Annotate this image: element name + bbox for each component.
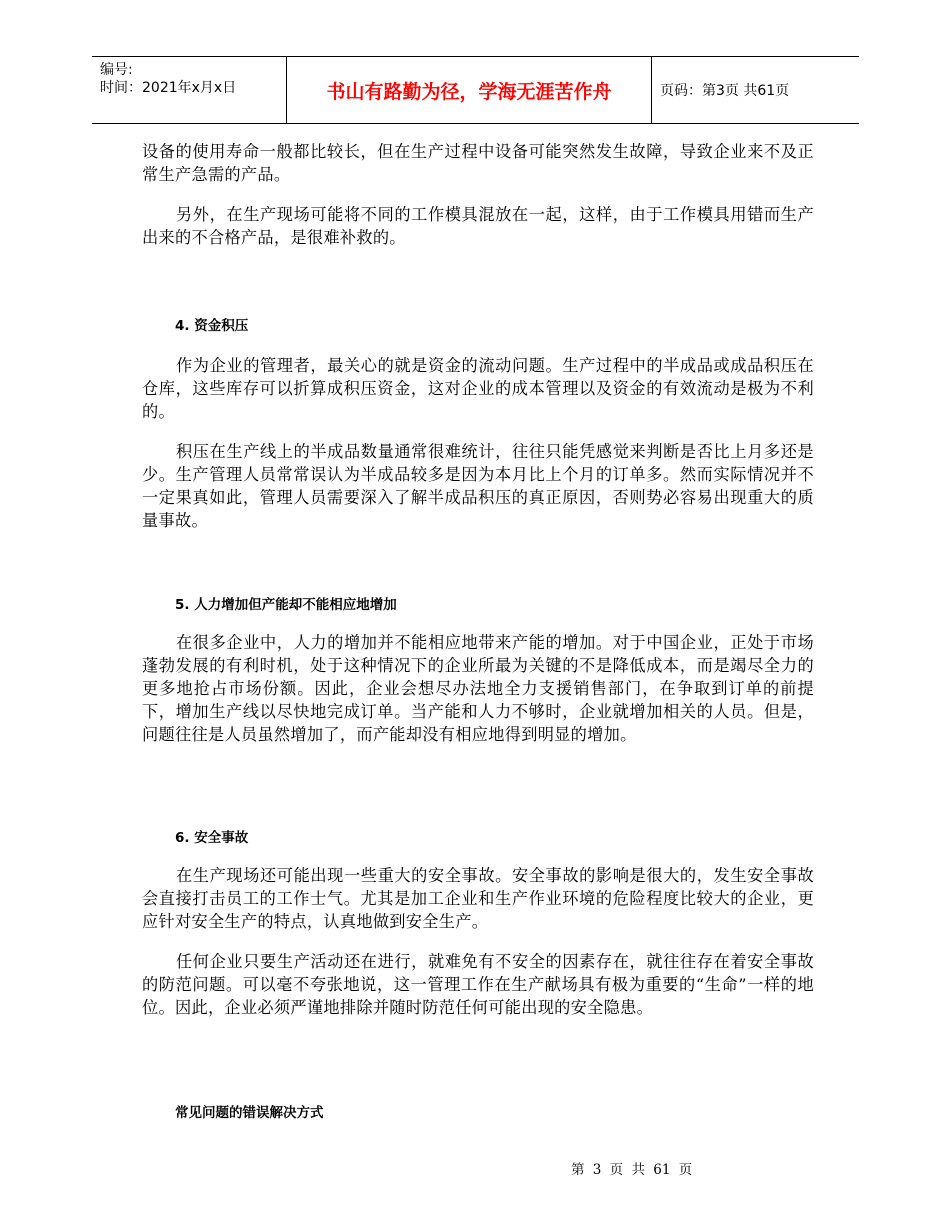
paragraph-4: 积压在生产线上的半成品数量通常很难统计，往往只能凭感觉来判断是否比上月多还是少。生产管理人员常常误认为半成品较多是因为本月比上个月的订单多。然而实际情况并不一定果真如此，管理人员需要深入了解半成品积压的真正原因，否则势必容易出现重大的质量事故。 [142,442,814,530]
section-heading-4: 4. 资金积压 [175,318,249,334]
section-4 [142,314,248,334]
paragraph-7: 任何企业只要生产活动还在进行，就难免有不安全的因素存在，就往往存在着安全事故的防范问题。可以毫不夸张地说，这一管理工作在生产献场具有极为重要的“生命”一样的地位。因此，企业必须严谨地排除并随时防范任何可能出现的安全隐患。 [142,952,814,1017]
body-part-1 [142,140,814,266]
paragraph-3: 作为企业的管理者，最关心的就是资金的流动问题。生产过程中的半成品或成品积压在仓库，这些库存可以折算成积压资金，这对企业的成本管理以及资金的有效流动是极为不利的。 [142,356,814,421]
section-heading-5: 5. 人力增加但产能却不能相应地增加 [175,597,397,613]
page-footer: 第 3 页 共 61 页 [571,1162,693,1178]
paragraph-2: 另外，在生产现场可能将不同的工作模具混放在一起，这样，由于工作模具用错而生产出来的不合格产品，是很难补救的。 [142,205,814,247]
header-page-info: 页码：第3页 共61页 [660,83,790,99]
paragraph-1: 设备的使用寿命一般都比较长，但在生产过程中设备可能突然发生故障，导致企业来不及正常生产急需的产品。 [142,142,814,184]
body-part-3 [142,631,814,763]
number-label: 编号: [100,62,133,78]
section-6 [142,826,248,846]
header-motto: 书山有路勤为径，学海无涯苦作舟 [287,57,652,123]
section-final [142,1101,324,1121]
paragraph-5: 在很多企业中，人力的增加并不能相应地带来产能的增加。对于中国企业，正处于市场蓬勃发展的有利时机，处于这种情况下的企业所最为关键的不是降低成本，而是竭尽全力的更多地抢占市场份额。因此，企业会想尽办法地全力支援销售部门，在争取到订单的前提下，增加生产线以尽快地完成订单。当产能和人力不够时，企业就增加相关的人员。但是，问题往往是人员虽然增加了，而产能却没有相应地得到明显的增加。 [142,633,814,744]
body-part-2 [142,354,814,549]
section-5 [142,593,397,613]
section-heading-6: 6. 安全事故 [175,830,249,846]
page-header [92,56,859,124]
paragraph-6: 在生产现场还可能出现一些重大的安全事故。安全事故的影响是很大的，发生安全事故会直接打击员工的工作士气。尤其是加工企业和生产作业环境的危险程度比较大的企业，更应针对安全生产的特点，认真地做到安全生产。 [142,866,814,931]
header-meta [92,57,287,123]
body-part-4 [142,864,814,1036]
section-heading-final: 常见问题的错误解决方式 [175,1105,324,1121]
time-label: 时间：2021年x月x日 [100,80,237,96]
